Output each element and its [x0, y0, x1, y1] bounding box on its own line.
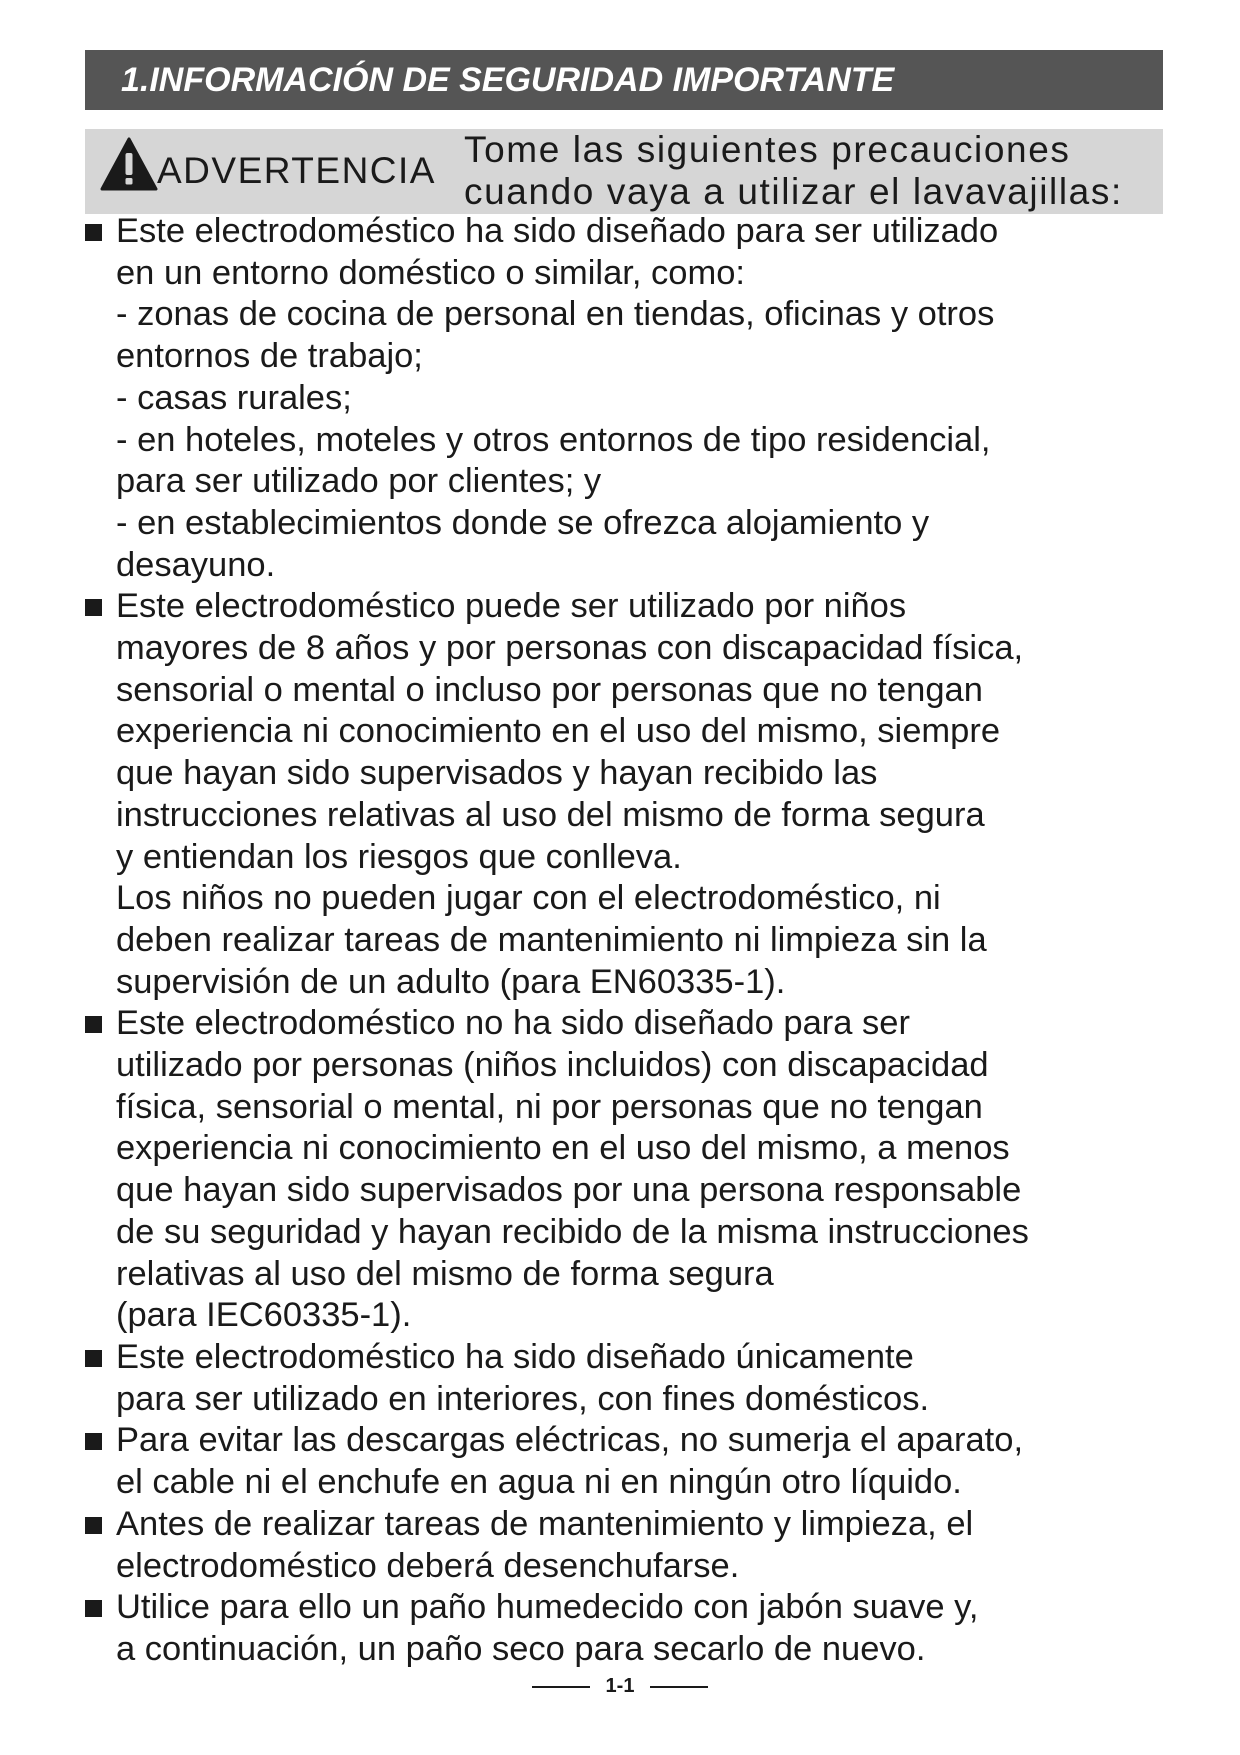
- square-bullet-icon: [85, 1600, 102, 1617]
- footer-rule-right: [650, 1686, 708, 1688]
- bullet-text-line: - en establecimientos donde se ofrezca alojamiento y: [116, 503, 930, 542]
- warning-triangle-icon: [100, 136, 158, 192]
- bullet-text-line: deben realizar tareas de mantenimiento ni limpieza sin la: [116, 920, 987, 959]
- bullet-text-line: Antes de realizar tareas de mantenimiento y limpieza, el: [116, 1504, 974, 1543]
- bullet-text-line: Para evitar las descargas eléctricas, no sumerja el aparato,: [116, 1421, 1024, 1460]
- bullet-text-line: física, sensorial o mental, ni por personas que no tengan: [116, 1087, 983, 1126]
- square-bullet-icon: [85, 599, 102, 616]
- bullet-text-line: de su seguridad y hayan recibido de la misma instrucciones: [116, 1212, 1029, 1251]
- bullet-text-line: que hayan sido supervisados y hayan recibido las: [116, 754, 878, 793]
- warning-text-line: cuando vaya a utilizar el lavavajillas:: [464, 171, 1123, 212]
- safety-bullet-item: [85, 1504, 1175, 1587]
- bullet-text-line: Utilice para ello un paño humedecido con jabón suave y,: [116, 1588, 979, 1627]
- bullet-text-line: Este electrodoméstico ha sido diseñado para ser utilizado: [116, 212, 999, 250]
- bullet-text-line: relativas al uso del mismo de forma segura: [116, 1254, 774, 1293]
- safety-bullet-item: [85, 1337, 1175, 1420]
- bullet-text-line: Este electrodoméstico puede ser utilizado por niños: [116, 587, 907, 626]
- warning-text: [464, 129, 1123, 213]
- bullet-text-line: experiencia ni conocimiento en el uso del mismo, siempre: [116, 712, 1001, 751]
- section-title: 1.INFORMACIÓN DE SEGURIDAD IMPORTANTE: [85, 50, 1163, 110]
- bullet-text-line: - zonas de cocina de personal en tiendas, oficinas y otros: [116, 295, 995, 334]
- bullet-text-line: Este electrodoméstico no ha sido diseñado para ser: [116, 1004, 910, 1043]
- safety-bullet-item: [85, 211, 1175, 586]
- bullet-text-line: para ser utilizado en interiores, con fines domésticos.: [116, 1379, 930, 1418]
- bullet-text-line: Este electrodoméstico ha sido diseñado únicamente: [116, 1337, 914, 1376]
- bullet-text-line: instrucciones relativas al uso del mismo de forma segura: [116, 795, 985, 834]
- bullet-text-line: utilizado por personas (niños incluidos) con discapacidad: [116, 1046, 989, 1085]
- bullet-text-line: en un entorno doméstico o similar, como:: [116, 253, 745, 292]
- bullet-text-line: (para IEC60335-1).: [116, 1296, 412, 1335]
- bullet-text-line: el cable ni el enchufe en agua ni en ningún otro líquido.: [116, 1463, 962, 1502]
- warning-text-line: Tome las siguientes precauciones: [464, 129, 1071, 170]
- safety-bullet-list: [85, 211, 1175, 1671]
- square-bullet-icon: [85, 1016, 102, 1033]
- bullet-text-line: supervisión de un adulto (para EN60335-1).: [116, 962, 786, 1001]
- safety-bullet-item: [85, 1587, 1175, 1670]
- square-bullet-icon: [85, 1350, 102, 1367]
- safety-bullet-item: [85, 1003, 1175, 1337]
- bullet-text-line: que hayan sido supervisados por una persona responsable: [116, 1171, 1022, 1210]
- bullet-text-line: a continuación, un paño seco para secarlo de nuevo.: [116, 1629, 926, 1668]
- bullet-text-line: - en hoteles, moteles y otros entornos de tipo residencial,: [116, 420, 991, 459]
- page-number: 1-1: [605, 1675, 635, 1697]
- bullet-text-line: experiencia ni conocimiento en el uso del mismo, a menos: [116, 1129, 1010, 1168]
- safety-bullet-item: [85, 586, 1175, 1003]
- bullet-text-line: electrodoméstico deberá desenchufarse.: [116, 1546, 740, 1585]
- bullet-text-line: Los niños no pueden jugar con el electrodoméstico, ni: [116, 879, 941, 918]
- footer-rule-left: [532, 1686, 590, 1688]
- bullet-text-line: para ser utilizado por clientes; y: [116, 462, 602, 501]
- page-footer: [0, 1671, 1240, 1701]
- bullet-text-line: mayores de 8 años y por personas con discapacidad física,: [116, 629, 1024, 668]
- safety-bullet-item: [85, 1420, 1175, 1503]
- square-bullet-icon: [85, 224, 102, 241]
- bullet-text-line: entornos de trabajo;: [116, 337, 423, 376]
- bullet-text-line: y entiendan los riesgos que conlleva.: [116, 837, 682, 876]
- bullet-text-line: sensorial o mental o incluso por personas que no tengan: [116, 670, 983, 709]
- bullet-text-line: desayuno.: [116, 545, 276, 584]
- square-bullet-icon: [85, 1517, 102, 1534]
- bullet-text-line: - casas rurales;: [116, 378, 352, 417]
- warning-banner: [85, 129, 1163, 214]
- warning-label: ADVERTENCIA: [157, 150, 436, 191]
- square-bullet-icon: [85, 1433, 102, 1450]
